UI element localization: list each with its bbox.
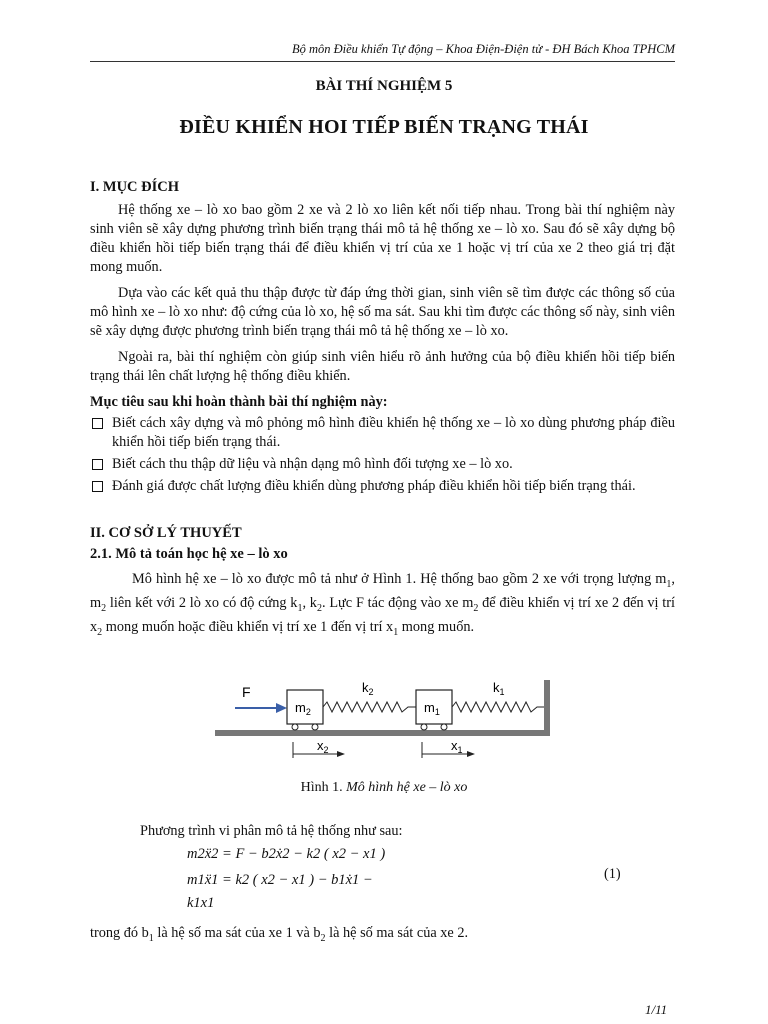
x2-arrowhead-icon — [337, 751, 345, 757]
wheel — [441, 724, 447, 730]
subsection-heading: 2.1. Mô tả toán học hệ xe – lò xo — [90, 546, 288, 562]
paragraph: Dựa vào các kết quả thu thập được từ đáp ứng thời gian, sinh viên sẽ tìm được các thông số của mô hình xe – lò xo như: độ cứng của lò xo, hệ số ma sát. Sau khi tìm được các thông số này, sinh viên sẽ xây dựng được phương trình biến trạng thái mô tả hệ thống xe – lò xo. — [90, 285, 675, 339]
svg-text:x1: $x_1$ — [451, 738, 463, 755]
wheel — [292, 724, 298, 730]
svg-text:k1: $k_1$ — [493, 680, 505, 697]
spring-k2 — [323, 702, 416, 712]
paragraph: Hệ thống xe – lò xo bao gồm 2 xe và 2 lò xo liên kết nối tiếp nhau. Trong bài thí nghiệm này sinh viên sẽ xây dựng phương trình biến trạng thái mô tả hệ thống xe – lò xo. Sau đó sẽ xây dựng bộ điều khiển hồi tiếp biến trạng thái để điều khiển vị trí của xe 1 hoặc vị trí của xe 2 theo giá trị đặt mong muốn. — [90, 202, 675, 275]
force-label: F — [242, 684, 251, 700]
goal-item: Biết cách thu thập dữ liệu và nhận dạng mô hình đối tượng xe – lò xo. — [90, 455, 675, 474]
page-header: Bộ môn Điều khiển Tự động – Khoa Điện-Điện tử - ĐH Bách Khoa TPHCM — [90, 42, 675, 62]
force-arrowhead-icon — [276, 703, 287, 713]
checkbox-bullet-icon — [92, 481, 103, 492]
paragraph: trong đó $b_1$ là hệ số ma sát của xe 1 và $b_2$ là hệ số ma sát của xe 2. — [90, 925, 469, 944]
checkbox-bullet-icon — [92, 459, 103, 470]
equation-line: m2ẍ2 = F − b2ẋ2 − k2 ( x2 − x1 ) — [187, 846, 386, 862]
content-body — [90, 178, 675, 642]
section-heading-theory: II. CƠ SỞ LÝ THUYẾT — [90, 525, 242, 541]
equation-intro: Phương trình vi phân mô tả hệ thống như sau: — [140, 823, 403, 839]
wheel — [421, 724, 427, 730]
goals-title: Mục tiêu sau khi hoàn thành bài thí nghiệm này: — [90, 394, 388, 410]
svg-text:m1: $m_1$ — [424, 700, 440, 717]
ground-bar — [215, 730, 550, 736]
spring-k1 — [452, 702, 544, 712]
equation-line: m1ẍ1 = k2 ( x2 − x1 ) − b1ẋ1 − — [187, 872, 373, 888]
cart-spring-figure — [215, 678, 555, 770]
equation-number: (1) — [604, 866, 621, 882]
wheel — [312, 724, 318, 730]
right-wall — [544, 680, 550, 736]
svg-text:x2: $x_2$ — [317, 738, 329, 755]
svg-text:k2: $k_2$ — [362, 680, 374, 697]
checkbox-bullet-icon — [92, 418, 103, 429]
equation-line: k1x1 — [187, 895, 215, 911]
section-heading-purpose: I. MỤC ĐÍCH — [90, 179, 180, 195]
figure-caption: Hình 1. Mô hình hệ xe – lò xo — [300, 780, 468, 795]
paragraph: Mô hình hệ xe – lò xo được mô tả như ở Hình 1. Hệ thống bao gồm 2 xe với trọng lượng $m_1$, $m_2$ liên kết với 2 lò xo có độ cứng $k_1$, $k_2$. Lực F tác động vào xe $m_2$ để điều khiển vị trí xe 2 đến vị trí $x_2$ mong muốn hoặc điều khiển vị trí xe 1 đến vị trí $x_1$ mong muốn. — [90, 571, 675, 638]
main-title: ĐIỀU KHIỂN HOI TIẾP BIẾN TRẠNG THÁI — [179, 116, 589, 138]
paragraph: Ngoài ra, bài thí nghiệm còn giúp sinh viên hiểu rõ ảnh hưởng của bộ điều khiển hồi tiếp biến trạng thái lên chất lượng hệ thống điều khiển. — [90, 349, 675, 384]
x1-arrowhead-icon — [467, 751, 475, 757]
lab-title: BÀI THÍ NGHIỆM 5 — [315, 78, 453, 94]
page-number: 1/11 — [645, 1002, 668, 1017]
goal-item: Đánh giá được chất lượng điều khiển dùng phương pháp điều khiển hồi tiếp biến trạng thái. — [90, 477, 675, 496]
svg-text:m2: $m_2$ — [295, 700, 311, 717]
goal-item: Biết cách xây dựng và mô phỏng mô hình điều khiển hệ thống xe – lò xo dùng phương pháp điều khiển hồi tiếp biến trạng thái. — [90, 414, 675, 452]
goals-list — [90, 414, 675, 496]
